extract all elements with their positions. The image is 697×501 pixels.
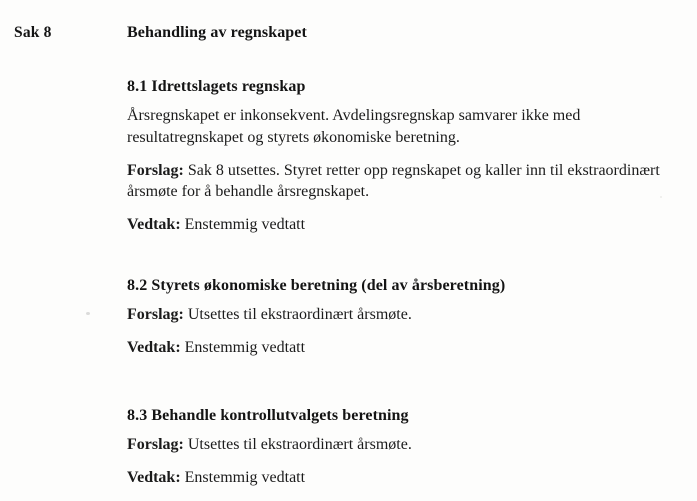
paragraph xyxy=(127,160,672,204)
section-heading: 8.3 Behandle kontrollutvalgets beretning xyxy=(127,407,409,425)
document-body xyxy=(127,78,672,500)
paragraph xyxy=(127,304,672,326)
paragraph-text: Årsregnskapet er inkonsekvent. Avdelingsregnskap samvarer ikke med resultatregnskapet og styrets økonomiske beretning. xyxy=(127,107,581,146)
case-title: Behandling av regnskapet xyxy=(127,24,307,41)
paragraph-text: Sak 8 utsettes. Styret retter opp regnskapet og kaller inn til ekstraordinært årsmøte for å behandle årsregnskapet. xyxy=(127,161,660,201)
section-heading: 8.2 Styrets økonomiske beretning (del av årsberetning) xyxy=(127,276,506,294)
paragraph-text: Enstemmig vedtatt xyxy=(180,469,306,486)
section-spacer xyxy=(127,247,672,277)
paragraph-lead: Vedtak: xyxy=(127,338,181,356)
section-8-2 xyxy=(127,277,672,359)
paragraph-lead: Vedtak: xyxy=(127,469,181,486)
paragraph xyxy=(127,214,672,236)
paragraph-lead: Forslag: xyxy=(127,305,184,323)
scan-artifact xyxy=(86,312,90,315)
paragraph xyxy=(127,467,672,489)
paragraph xyxy=(127,105,672,149)
paragraph xyxy=(127,337,672,359)
paragraph-lead: Forslag: xyxy=(127,161,184,179)
paragraph xyxy=(127,434,672,456)
section-8-1 xyxy=(127,78,672,236)
paragraph-text: Enstemmig vedtatt xyxy=(180,216,306,233)
section-8-3 xyxy=(127,407,672,489)
case-label: Sak 8 xyxy=(14,24,52,41)
paragraph-lead: Forslag: xyxy=(127,436,184,454)
paragraph-text: Enstemmig vedtatt xyxy=(180,338,306,356)
section-heading: 8.1 Idrettslagets regnskap xyxy=(127,78,306,95)
section-spacer xyxy=(127,369,672,407)
paragraph-text: Utsettes til ekstraordinært årsmøte. xyxy=(183,305,412,323)
paragraph-text: Utsettes til ekstraordinært årsmøte. xyxy=(183,436,412,454)
paragraph-lead: Vedtak: xyxy=(127,216,181,233)
case-header xyxy=(0,24,697,48)
scan-artifact xyxy=(660,196,662,198)
